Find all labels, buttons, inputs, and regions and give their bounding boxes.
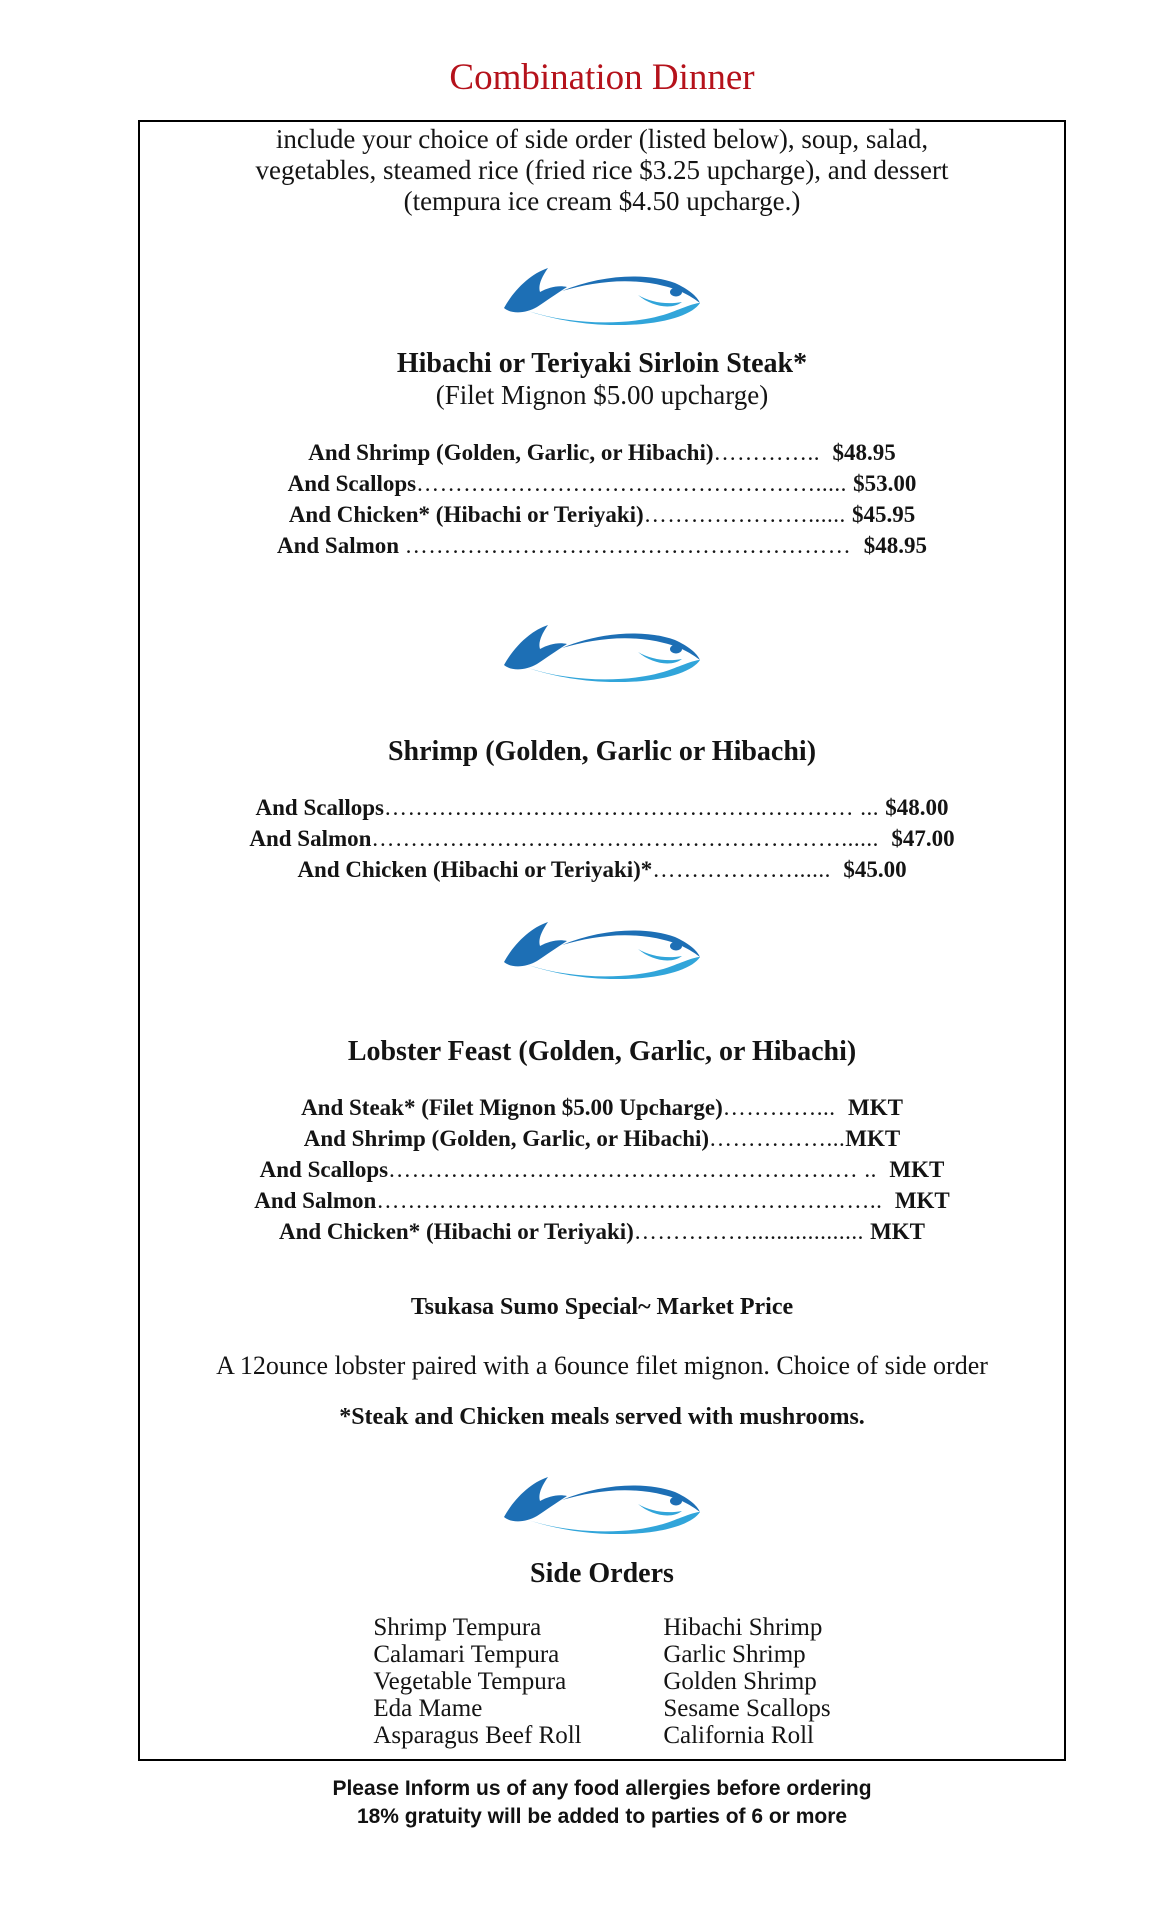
item-price: $47.00 bbox=[891, 826, 955, 851]
menu-item bbox=[140, 530, 1064, 561]
item-price: MKT bbox=[847, 1095, 903, 1120]
item-dots: …………….................. bbox=[633, 1219, 871, 1244]
item-dots: …………………………………………………… ... bbox=[383, 795, 886, 820]
menu-item bbox=[140, 1185, 1064, 1216]
intro-line: (tempura ice cream $4.50 upcharge.) bbox=[403, 186, 801, 216]
menu-item bbox=[140, 792, 1064, 823]
footer-notice bbox=[138, 1775, 1066, 1831]
item-price: $45.95 bbox=[851, 502, 916, 527]
item-label: And Chicken (Hibachi or Teriyaki)* bbox=[297, 857, 653, 882]
item-label: And Chicken* (Hibachi or Teriyaki) bbox=[278, 1219, 634, 1244]
side-order-item: Asparagus Beef Roll bbox=[373, 1722, 582, 1749]
allergy-notice: Please Inform us of any food allergies before ordering bbox=[332, 1777, 872, 1800]
side-order-item: Shrimp Tempura bbox=[373, 1614, 542, 1641]
item-label: And Salmon bbox=[276, 533, 405, 558]
item-label: And Scallops bbox=[287, 471, 417, 496]
page-title: Combination Dinner bbox=[449, 57, 755, 98]
side-order-item: Golden Shrimp bbox=[663, 1668, 817, 1695]
fish-icon bbox=[500, 261, 705, 325]
menu-item bbox=[140, 1154, 1064, 1185]
item-dots: ………………...... bbox=[652, 857, 844, 882]
item-price: $48.95 bbox=[863, 533, 928, 558]
intro-line: vegetables, steamed rice (fried rice $3.25 upcharge), and dessert bbox=[255, 155, 949, 185]
menu-item bbox=[140, 823, 1064, 854]
menu-item bbox=[140, 1216, 1064, 1247]
intro-line: include your choice of side order (listed below), soup, salad, bbox=[275, 124, 929, 154]
item-label: And Shrimp (Golden, Garlic, or Hibachi) bbox=[308, 440, 714, 465]
side-order-item: Sesame Scallops bbox=[663, 1695, 831, 1722]
special-heading: Tsukasa Sumo Special~ Market Price bbox=[410, 1294, 794, 1320]
item-price: MKT bbox=[894, 1188, 950, 1213]
section-heading-steak: Hibachi or Teriyaki Sirloin Steak* bbox=[396, 348, 808, 379]
item-label: And Chicken* (Hibachi or Teriyaki) bbox=[288, 502, 644, 527]
item-dots: …………………………………………………… .. bbox=[388, 1157, 890, 1182]
menu-box bbox=[138, 120, 1066, 1761]
item-dots: ………….. bbox=[713, 440, 833, 465]
item-label: And Scallops bbox=[259, 1157, 389, 1182]
item-price: MKT bbox=[870, 1219, 926, 1244]
menu-item bbox=[140, 1123, 1064, 1154]
side-orders-left-column bbox=[373, 1614, 591, 1749]
item-label: And Salmon bbox=[254, 1188, 377, 1213]
side-order-item: California Roll bbox=[663, 1722, 814, 1749]
item-label: And Steak* (Filet Mignon $5.00 Upcharge) bbox=[301, 1095, 723, 1120]
item-dots: ……………... bbox=[709, 1126, 846, 1151]
section-heading-lobster: Lobster Feast (Golden, Garlic, or Hibachi) bbox=[347, 1036, 857, 1067]
intro-text bbox=[140, 124, 1064, 217]
side-order-item: Garlic Shrimp bbox=[663, 1641, 806, 1668]
item-label: And Salmon bbox=[249, 826, 372, 851]
item-dots: ………………………………………………… bbox=[404, 533, 864, 558]
menu-item bbox=[140, 468, 1064, 499]
fish-icon bbox=[500, 1470, 705, 1534]
side-orders-heading: Side Orders bbox=[530, 1558, 674, 1589]
menu-item bbox=[140, 499, 1064, 530]
side-orders-list bbox=[140, 1614, 1064, 1749]
item-dots: ……………………………………………………….. bbox=[376, 1188, 895, 1213]
item-dots: …………... bbox=[722, 1095, 848, 1120]
item-dots: ……………………………………………..... bbox=[416, 471, 854, 496]
item-price: MKT bbox=[845, 1126, 901, 1151]
special-description: A 12ounce lobster paired with a 6ounce filet mignon. Choice of side order bbox=[216, 1351, 988, 1380]
item-label: And Shrimp (Golden, Garlic, or Hibachi) bbox=[303, 1126, 710, 1151]
section-items-lobster bbox=[140, 1092, 1064, 1247]
gratuity-notice: 18% gratuity will be added to parties of 6 or more bbox=[356, 1805, 848, 1828]
section-items-shrimp bbox=[140, 792, 1064, 885]
menu-item bbox=[140, 437, 1064, 468]
section-heading-shrimp: Shrimp (Golden, Garlic or Hibachi) bbox=[387, 736, 817, 767]
menu-item bbox=[140, 1092, 1064, 1123]
side-order-item: Vegetable Tempura bbox=[373, 1668, 567, 1695]
section-items-steak bbox=[140, 437, 1064, 561]
item-price: $48.95 bbox=[832, 440, 896, 465]
item-dots: ……………………………………………………...... bbox=[371, 826, 892, 851]
side-order-item: Hibachi Shrimp bbox=[663, 1614, 823, 1641]
item-dots: …………………...... bbox=[643, 502, 852, 527]
fish-icon bbox=[500, 618, 705, 682]
menu-item bbox=[140, 854, 1064, 885]
side-orders-right-column bbox=[663, 1614, 830, 1749]
item-label: And Scallops bbox=[255, 795, 384, 820]
fish-icon bbox=[500, 915, 705, 979]
item-price: MKT bbox=[889, 1157, 945, 1182]
item-price: $45.00 bbox=[843, 857, 907, 882]
section-subheading-steak: (Filet Mignon $5.00 upcharge) bbox=[435, 380, 769, 410]
side-order-item: Eda Mame bbox=[373, 1695, 483, 1722]
item-price: $53.00 bbox=[853, 471, 917, 496]
special-note: *Steak and Chicken meals served with mushrooms. bbox=[339, 1404, 865, 1430]
side-order-item: Calamari Tempura bbox=[373, 1641, 560, 1668]
item-price: $48.00 bbox=[885, 795, 949, 820]
